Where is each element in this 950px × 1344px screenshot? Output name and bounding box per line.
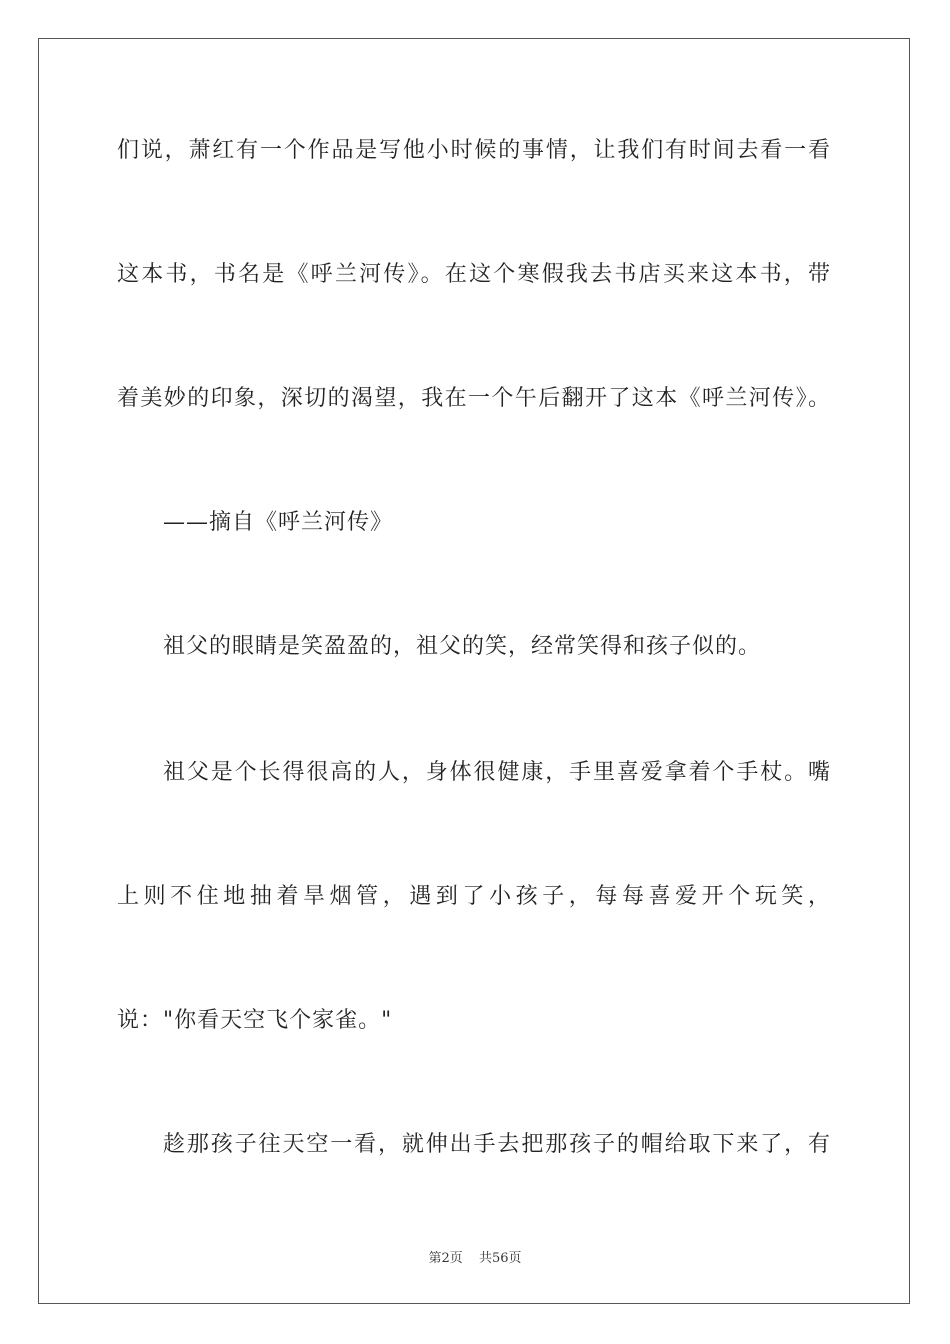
paragraph-line-5: 祖父的眼睛是笑盈盈的，祖父的笑，经常笑得和孩子似的。 (163, 634, 762, 659)
quote-attribution: ——摘自《呼兰河传》 (163, 510, 394, 535)
paragraph-line-3: 着美妙的印象，深切的渴望，我在一个午后翻开了这本《呼兰河传》。 (117, 386, 831, 411)
page-border (38, 38, 910, 1304)
page-number-current: 第2页 (428, 1251, 463, 1266)
page-number-total: 共56页 (478, 1251, 522, 1266)
paragraph-line-7: 上则不住地抽着旱烟管，遇到了小孩子，每每喜爱开个玩笑， (117, 884, 831, 909)
paragraph-line-9: 趁那孩子往天空一看，就伸出手去把那孩子的帽给取下来了，有 (163, 1132, 831, 1157)
paragraph-line-1: 们说，萧红有一个作品是写他小时候的事情，让我们有时间去看一看 (117, 138, 831, 163)
paragraph-line-2: 这本书，书名是《呼兰河传》。在这个寒假我去书店买来这本书，带 (117, 262, 831, 287)
paragraph-line-6: 祖父是个长得很高的人，身体很健康，手里喜爱拿着个手杖。嘴 (163, 760, 831, 785)
page-footer (0, 1247, 950, 1266)
paragraph-line-8: 说："你看天空飞个家雀。" (117, 1008, 393, 1033)
